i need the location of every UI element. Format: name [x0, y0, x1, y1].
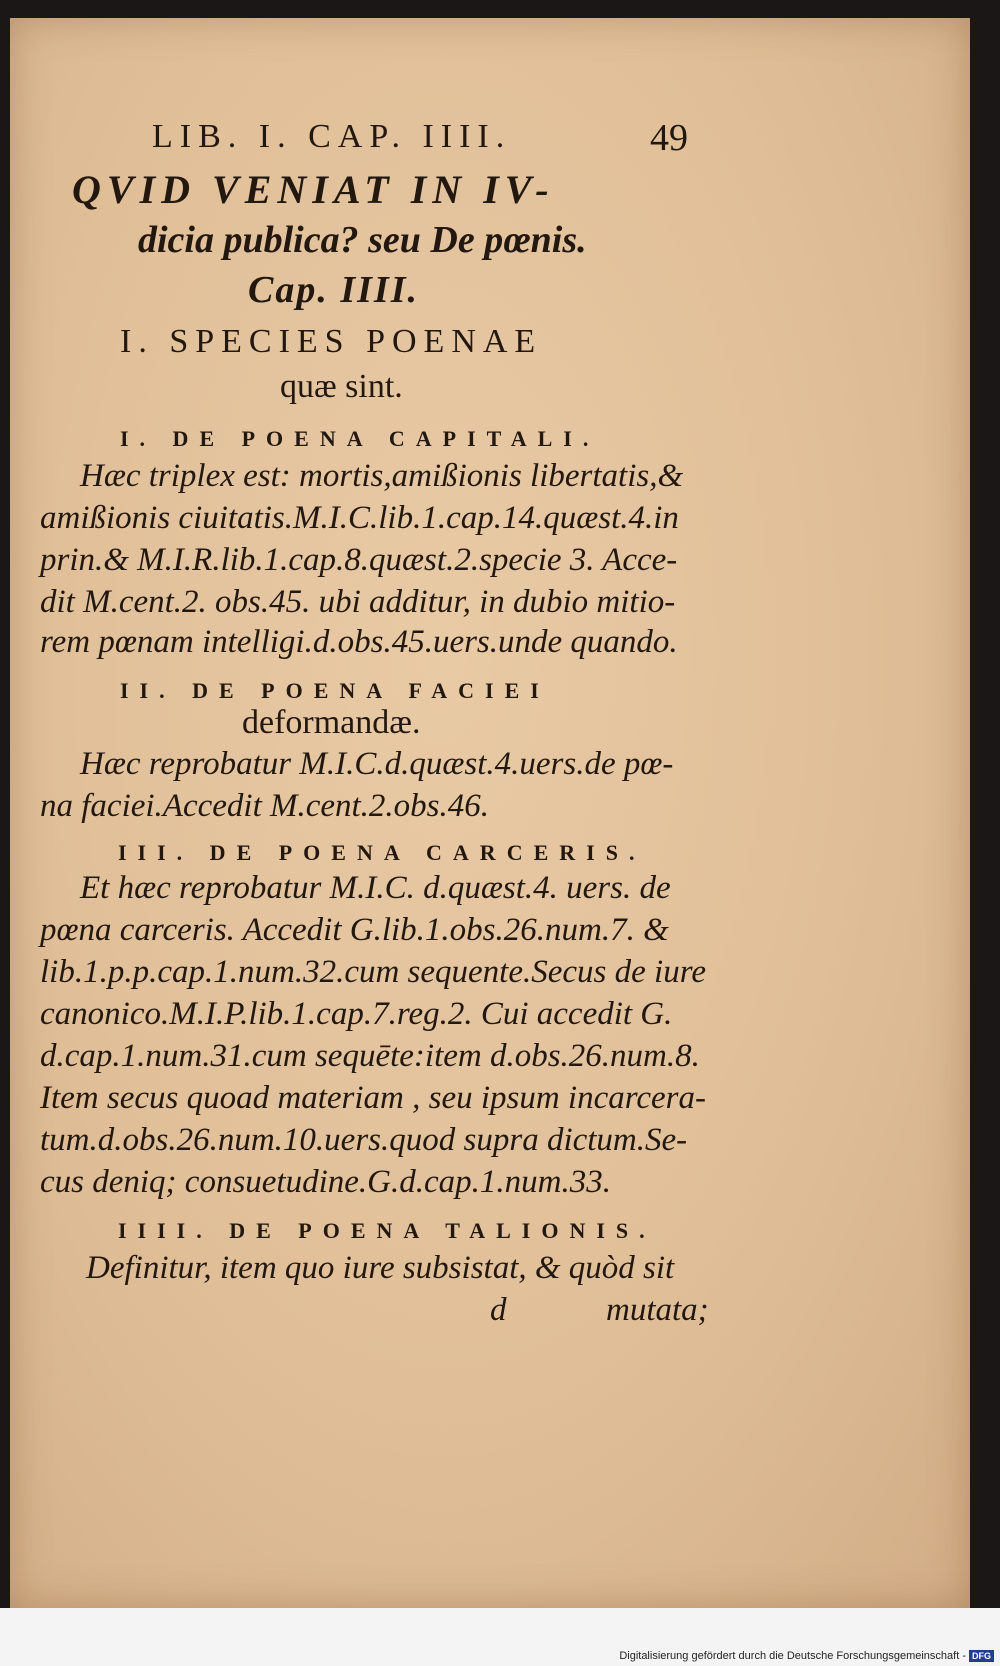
section-heading-line1: I. SPECIES POENAE [120, 323, 543, 360]
text-line: Item secus quoad materiam , seu ipsum incarcera- [40, 1080, 706, 1116]
page-number: 49 [650, 117, 688, 159]
text-line: d.cap.1.num.31.cum sequēte:item d.obs.26.num.8. [40, 1038, 700, 1074]
section-heading: III. DE POENA CARCERIS. [118, 840, 646, 865]
section-heading: I. DE POENA CAPITALI. [120, 426, 600, 451]
text-line: rem pœnam intelligi.d.obs.45.uers.unde quando. [40, 624, 678, 660]
text-line: amißionis ciuitatis.M.I.C.lib.1.cap.14.quæst.4.in [40, 500, 679, 536]
text-line: dit M.cent.2. obs.45. ubi additur, in dubio mitio- [40, 584, 676, 620]
footer-band [0, 1608, 1000, 1666]
text-line: Hæc triplex est: mortis,amißionis libertatis,& [80, 458, 684, 494]
catchword: mutata; [606, 1292, 709, 1328]
section-heading: IIII. DE POENA TALIONIS. [118, 1218, 656, 1243]
section-heading-line2: deformandæ. [242, 704, 421, 741]
text-line: tum.d.obs.26.num.10.uers.quod supra dictum.Se- [40, 1122, 688, 1158]
signature-mark: d [490, 1292, 507, 1328]
text-line: Et hæc reprobatur M.I.C. d.quæst.4. uers. de [80, 870, 671, 906]
dfg-logo: DFG [969, 1650, 994, 1662]
credit-text: Digitalisierung gefördert durch die Deutsche Forschungsgemeinschaft - [619, 1649, 966, 1662]
text-line: canonico.M.I.P.lib.1.cap.7.reg.2. Cui accedit G. [40, 996, 673, 1032]
text-line: pœna carceris. Accedit G.lib.1.obs.26.num.7. & [40, 912, 669, 948]
text-line: na faciei.Accedit M.cent.2.obs.46. [40, 788, 490, 824]
text-line: prin.& M.I.R.lib.1.cap.8.quæst.2.specie 3. Acce- [40, 542, 678, 578]
text-line: lib.1.p.p.cap.1.num.32.cum sequente.Secus de iure [40, 954, 706, 990]
text-line: cus deniq; consuetudine.G.d.cap.1.num.33. [40, 1164, 611, 1200]
section-heading: II. DE POENA FACIEI [120, 678, 550, 703]
chapter-title-line2: dicia publica? seu De pœnis. [138, 219, 587, 261]
chapter-title-line1: QVID VENIAT IN IV- [72, 167, 555, 212]
running-head: LIB. I. CAP. IIII. [152, 118, 512, 155]
chapter-title-line3: Cap. IIII. [248, 269, 419, 311]
book-page [10, 18, 970, 1608]
text-line: Definitur, item quo iure subsistat, & quòd sit [86, 1250, 675, 1286]
text-line: Hæc reprobatur M.I.C.d.quæst.4.uers.de pœ- [80, 746, 674, 782]
digitization-credit [619, 1650, 994, 1662]
section-heading-line2: quæ sint. [280, 368, 403, 405]
